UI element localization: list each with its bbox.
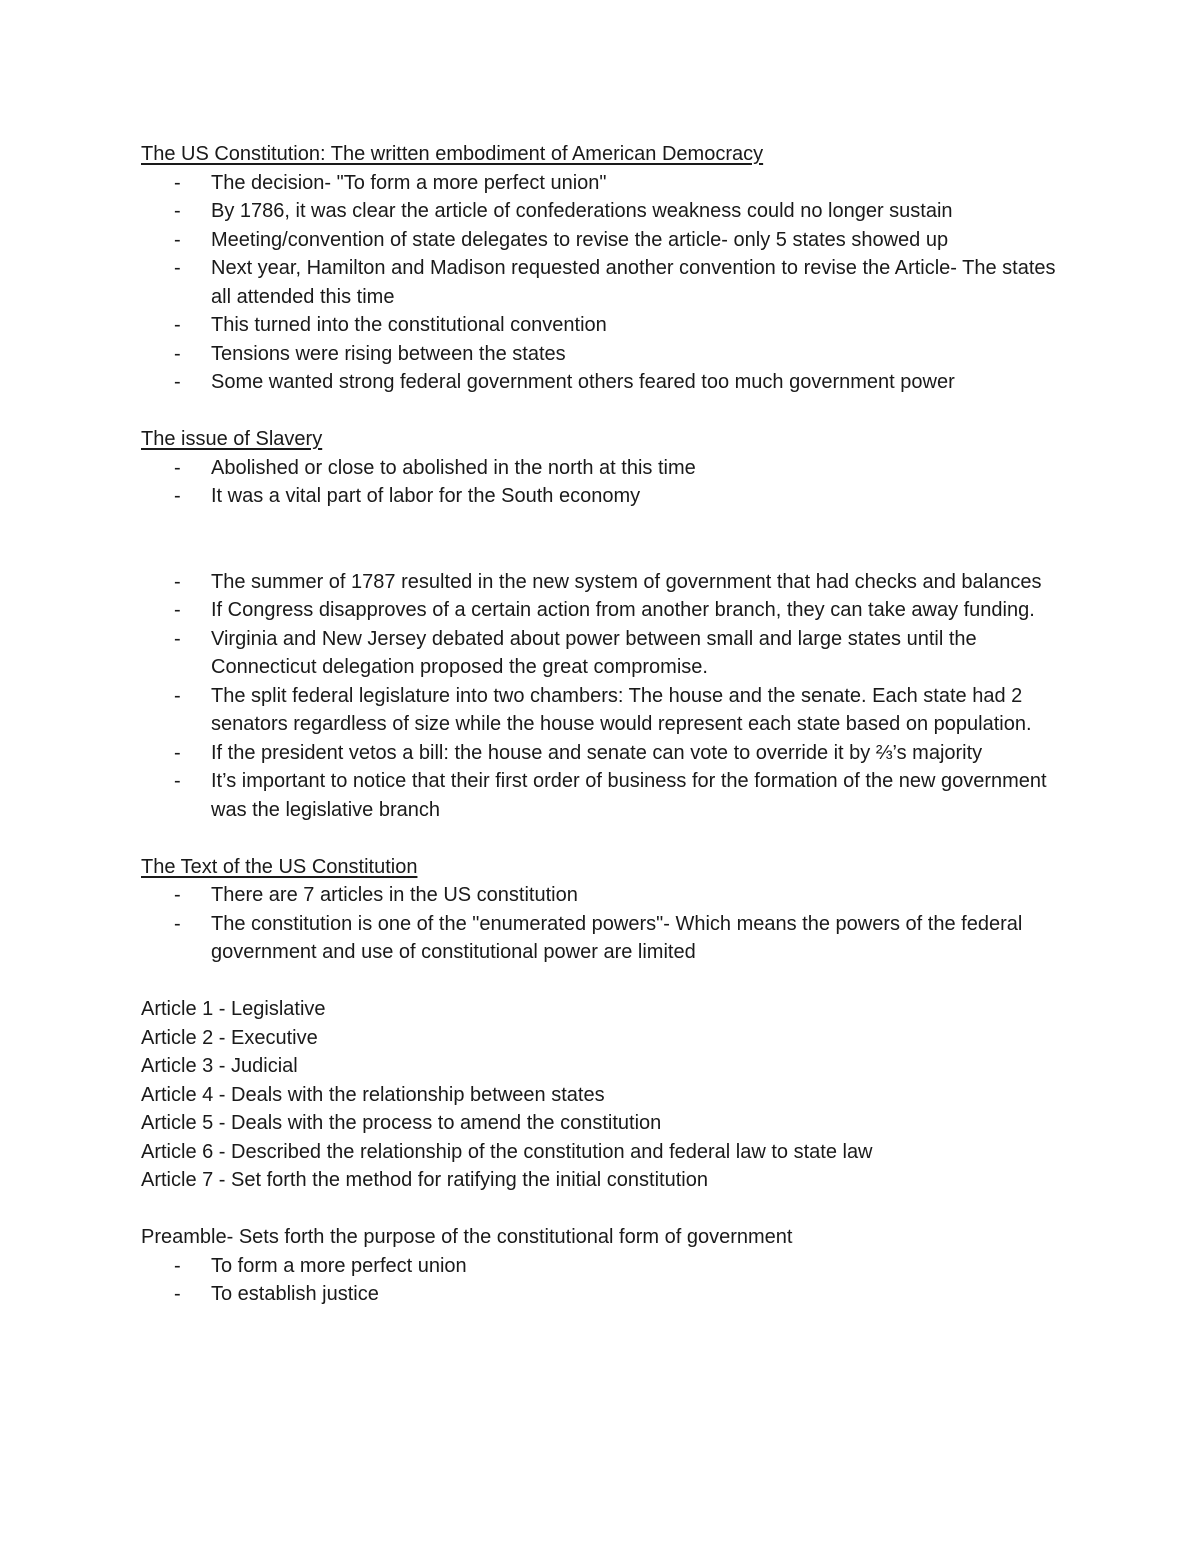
list-item: - Virginia and New Jersey debated about power between small and large states until the Connecticut delegation proposed the great compromise.	[141, 625, 1061, 682]
list-item: - If Congress disapproves of a certain action from another branch, they can take away funding.	[141, 596, 1061, 625]
articles-list	[141, 995, 1061, 1195]
heading-constitution: The US Constitution: The written embodiment of American Democracy	[141, 143, 764, 165]
bullet-dash: -	[174, 884, 181, 906]
spacer	[141, 397, 1061, 426]
bullet-dash: -	[174, 684, 181, 707]
list-item: - It was a vital part of labor for the South economy	[141, 482, 1061, 511]
article-line: Article 6 - Described the relationship of the constitution and federal law to state law	[141, 1140, 873, 1163]
article-line: Article 5 - Deals with the process to amend the constitution	[141, 1112, 662, 1134]
list-item: - Meeting/convention of state delegates to revise the article- only 5 states showed up	[141, 226, 1061, 255]
bullet-dash: -	[174, 770, 181, 792]
bullet-dash: -	[174, 371, 181, 393]
document-page	[141, 140, 1061, 1309]
heading-text-of-constitution: The Text of the US Constitution	[141, 855, 418, 878]
article-line: Article 1 - Legislative	[141, 998, 326, 1020]
bullet-dash: -	[174, 570, 181, 593]
list-item: - There are 7 articles in the US constitution	[141, 881, 1061, 910]
bullet-dash: -	[174, 627, 181, 650]
bullet-dash: -	[174, 485, 181, 507]
list-item: - If the president vetos a bill: the house and senate can vote to override it by ⅔’s majority	[141, 739, 1061, 768]
bullet-dash: -	[174, 1254, 181, 1277]
list-summer	[141, 568, 1061, 825]
spacer	[141, 967, 1061, 996]
list-text	[141, 881, 1061, 967]
list-item: - This turned into the constitutional convention	[141, 311, 1061, 340]
spacer	[141, 1195, 1061, 1224]
bullet-dash: -	[174, 228, 181, 251]
list-item: - It’s important to notice that their first order of business for the formation of the new government was the legislative branch	[141, 767, 1061, 824]
article-line: Article 3 - Judicial	[141, 1055, 298, 1077]
list-item: - To establish justice	[141, 1280, 1061, 1309]
spacer	[141, 824, 1061, 853]
list-item: - The summer of 1787 resulted in the new system of government that had checks and balances	[141, 568, 1061, 597]
list-item: - Abolished or close to abolished in the north at this time	[141, 454, 1061, 483]
bullet-dash: -	[174, 342, 181, 365]
list-item: - The constitution is one of the "enumerated powers"- Which means the powers of the federal government and use of constitutional power are limited	[141, 910, 1061, 967]
bullet-dash: -	[174, 200, 181, 222]
article-line: Article 2 - Executive	[141, 1026, 318, 1049]
list-slavery	[141, 454, 1061, 511]
list-preamble	[141, 1252, 1061, 1309]
bullet-dash: -	[174, 314, 181, 336]
bullet-dash: -	[174, 257, 181, 279]
list-item: - The split federal legislature into two chambers: The house and the senate. Each state had 2 senators regardless of size while the house would represent each state based on population.	[141, 682, 1061, 739]
preamble-intro: Preamble- Sets forth the purpose of the constitutional form of government	[141, 1226, 793, 1248]
heading-slavery: The issue of Slavery	[141, 428, 323, 450]
list-item: - The decision- "To form a more perfect union"	[141, 169, 1061, 198]
list-item: - Some wanted strong federal government others feared too much government power	[141, 368, 1061, 397]
bullet-dash: -	[174, 1283, 181, 1305]
list-item: - Next year, Hamilton and Madison requested another convention to revise the Article- The states all attended this time	[141, 254, 1061, 311]
spacer	[141, 511, 1061, 568]
article-line: Article 4 - Deals with the relationship between states	[141, 1083, 605, 1106]
bullet-dash: -	[174, 171, 181, 194]
list-item: - Tensions were rising between the states	[141, 340, 1061, 369]
list-item: - To form a more perfect union	[141, 1252, 1061, 1281]
bullet-dash: -	[174, 912, 181, 935]
bullet-dash: -	[174, 599, 181, 621]
bullet-dash: -	[174, 741, 181, 764]
bullet-dash: -	[174, 456, 181, 479]
list-item: - By 1786, it was clear the article of confederations weakness could no longer sustain	[141, 197, 1061, 226]
list-constitution	[141, 169, 1061, 397]
article-line: Article 7 - Set forth the method for ratifying the initial constitution	[141, 1169, 708, 1191]
